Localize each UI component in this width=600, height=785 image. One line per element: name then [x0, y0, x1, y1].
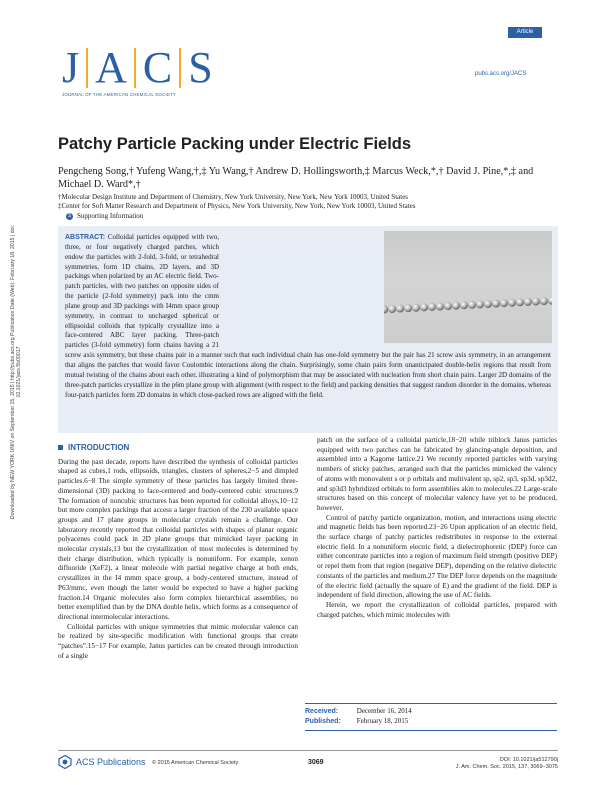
author-list: Pengcheng Song,† Yufeng Wang,†,‡ Yu Wang,† Andrew D. Hollingsworth,‡ Marcus Weck,*,† David J. Pine,*,‡ and Michael D. Ward*,† [58, 166, 534, 190]
download-notice-text: Downloaded by NEW YORK UNIV on September 15, 2015 | http://pubs.acs.org Publication Date (Web): February 18, 2015 | doi: 10.1021/jacs.5b00017 [10, 224, 23, 520]
acs-hexagon-icon [58, 755, 72, 769]
supporting-information-link[interactable] [66, 212, 143, 220]
logo-divider [179, 48, 181, 88]
paper-title: Patchy Particle Packing under Electric Fields [58, 135, 412, 153]
journal-url-link[interactable]: pubs.acs.org/JACS [475, 71, 527, 77]
doi-citation [456, 757, 558, 771]
page-number: 3069 [308, 759, 324, 766]
journal-letter: S [188, 43, 213, 92]
page-footer [58, 750, 558, 774]
paragraph: Herein, we report the crystallization of colloidal particles, prepared with charged patches, which mimic molecules with [317, 600, 557, 619]
published-date: February 18, 2015 [356, 716, 409, 725]
citation: J. Am. Chem. Soc. 2015, 137, 3069−3075 [455, 764, 558, 770]
published-label: Published: [305, 717, 341, 725]
abstract-heading: ABSTRACT: [65, 234, 106, 241]
acs-publications-logo [58, 755, 146, 769]
received-date: December 16, 2014 [356, 707, 412, 715]
affiliation: †Molecular Design Institute and Department of Chemistry, New York University, New York, New York 10003, United States [58, 193, 409, 201]
paragraph: patch on the surface of a colloidal particle,18−20 while triblock Janus particles equipped with two patches can be fabricated by glancing-angle deposition, and assembled into a Kagome lattice.21 We recently reported particles with varying numbers of sticky patches, arranged such that the particles mimicked the valency of atoms with monovalent s or p orbitals and multivalent sp, sp2, sp3, sp3d, sp3d2, and sp3d3 hybridized orbitals to form assemblies akin to molecules.22 Large-scale structures based on this concept of molecular valency have yet to be produced, however. [317, 436, 557, 512]
introduction-heading: INTRODUCTION [58, 443, 298, 453]
journal-logo [62, 44, 232, 104]
logo-divider [134, 48, 136, 88]
logo-divider [86, 48, 88, 88]
doi[interactable]: DOI: 10.1021/ja512790j [499, 757, 558, 763]
download-notice [10, 222, 23, 522]
paragraph: Colloidal particles with unique symmetries that mimic molecular valence can be realized by site-specific modification with functional groups that create “patches”.15−17 For example, Janus particles can be created through introduction of a single [58, 622, 298, 660]
publication-history [305, 703, 557, 731]
received-label: Received: [305, 708, 339, 715]
journal-letter: C [142, 43, 173, 92]
supporting-info-label: Supporting Information [77, 212, 144, 220]
section-square-icon [58, 445, 63, 450]
copyright: © 2015 American Chemical Society [152, 760, 239, 766]
paragraph: Control of patchy particle organization, motion, and interactions using electric and magnetic fields has been reported.23−26 Upon application of an electric field, the surface charge of patchy particles redistributes in response to the external electric field. In a nonuniform electric field, a dielectrophoretic (DEP) force can either concentrate particles into a region of maximum field strength (positive DEP) or repel them from that region (negative DEP), depending on the relative dielectric constants of the particles and medium.27 The DEP force depends on the magnitude of the electric field (actually the square of E) and the gradient of the field. DEP is independent of field direction, allowing the use of AC fields. [317, 513, 557, 600]
abstract-text [65, 233, 551, 400]
affiliation: ‡Center for Soft Matter Research and Department of Physics, New York University, New York, New York 10003, United States [58, 202, 416, 210]
abstract-box [58, 226, 558, 433]
introduction-right-column [317, 436, 557, 620]
article-type-badge: Article [508, 27, 542, 38]
abstract-body: Colloidal particles equipped with two, three, or four negatively charged patches, which endow the particles with 2-fold, 3-fold, or tetrahedral symmetries, form 1D chains, 2D layers, and 3D packings when polarized by an AC electric field. Two-patch particles, with two patches on opposite sides of the particle (2-fold symmetry) pack into the cmm plane group and 3D packings with I4mm space group symmetry, in contrast to uncharged spherical or ellipsoidal colloids that typically crystallize into a face-centered ABC layer packing. Three-patch particles (3-fold symmetry) form chains having a 21 screw axis symmetry, but these chains pair in a manner such that each individual chain has one-fold symmetry but the pair has 21 screw axis symmetry, in an arrangement that aligns the patches that would favor Coulombic interactions along the chain. Surprisingly, some chain pairs form unanticipated double-helix regions that result from mutual twisting of the chains about each other, illustrating a kind of polymorphism that may be associated with nucleation from short chain pairs. Larger 2D domains of the three-patch particles crystallize in the p6m plane group with alignment (with respect to the field) and packing densities that suggest random disorder in the domains, whereas four-patch particles form 2D domains in which close-packed rows are aligned with the field. [65, 233, 551, 399]
introduction-left-column [58, 443, 298, 661]
supporting-info-icon: S [67, 212, 72, 219]
publisher-name: ACS Publications [76, 757, 146, 767]
journal-letter: J [62, 43, 80, 92]
paragraph: During the past decade, reports have described the synthesis of colloidal particles shaped as cubes,1 rods, ellipsoids, triangles, clusters of spheres,2−5 and dimpled particles.6−8 The simple symmetry of these particles has largely limited three-dimensional (3D) packing to face-centered and body-centered cubic structures.9 The formation of noncubic structures has been reported for colloidal alloys,10−12 but more complex packings that access a larger fraction of the 230 available space groups and 17 plane groups in molecular crystals remain a challenge. Our laboratory recently reported that colloidal particles with shapes of planar organic polyacenes could pack in 2D plane groups that mimicked layer packing in molecular crystals,13 but the crystallization of most molecules is determined by their charge distribution, which typically is nonuniform. For example, xenon difluoride (XeF2), a linear molecule with partial negative charge at both ends, crystallizes in the I4 mmm space group, a body-centered structure, instead of P63/mmc, even though the latter would be expected to have a higher packing fraction.14 Organic molecules also form complex hierarchical assemblies, no better exemplified than by the DNA double helix, which forms as a consequence of directional intermolecular interactions. [58, 457, 298, 621]
journal-letter: A [95, 43, 127, 92]
journal-full-name: JOURNAL OF THE AMERICAN CHEMICAL SOCIETY [62, 92, 176, 97]
